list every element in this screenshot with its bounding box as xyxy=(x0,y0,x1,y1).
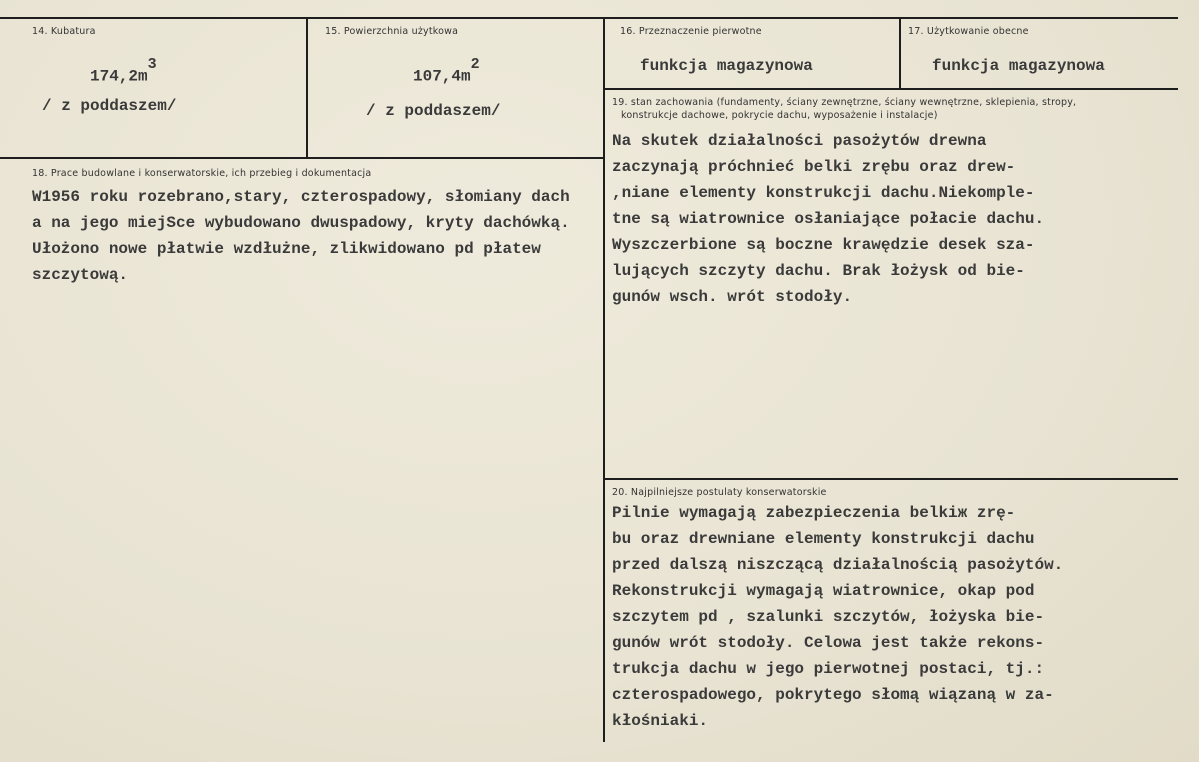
postulaty-line: gunów wrót stodoły. Celowa jest także rekons- xyxy=(612,634,1045,652)
prace-line: W1956 roku rozebrano,stary, czterospadowy, słomiany dach xyxy=(32,188,570,206)
stan-line: Wyszczerbione są boczne krawędzie desek sza- xyxy=(612,236,1035,254)
stan-text xyxy=(612,128,1044,310)
rule-above-20 xyxy=(604,478,1178,480)
stan-line: tne są wiatrownice osłaniające połacie dachu. xyxy=(612,210,1045,228)
prace-line: a na jego miejSce wybudowano dwuspadowy, kryty dachówką. xyxy=(32,214,570,232)
kubatura-unit-superscript: 3 xyxy=(147,56,157,73)
kubatura-value xyxy=(90,56,157,86)
rule-under-16-17 xyxy=(604,88,1178,90)
stan-line: lujących szczyty dachu. Brak łożysk od bie- xyxy=(612,262,1025,280)
kubatura-label: 14. Kubatura xyxy=(32,26,96,37)
stan-label-line2: konstrukcje dachowe, pokrycie dachu, wyposażenie i instalacje) xyxy=(621,110,938,121)
rule-under-top-fields xyxy=(0,157,604,159)
uzytkowanie-label: 17. Użytkowanie obecne xyxy=(908,26,1029,37)
postulaty-text xyxy=(612,500,1063,734)
przeznaczenie-label: 16. Przeznaczenie pierwotne xyxy=(620,26,762,37)
postulaty-line: kłośniaki. xyxy=(612,712,709,730)
uzytkowanie-value: funkcja magazynowa xyxy=(932,57,1105,75)
przeznaczenie-value: funkcja magazynowa xyxy=(640,57,813,75)
stan-label-line1: 19. stan zachowania (fundamenty, ściany zewnętrzne, ściany wewnętrzne, sklepienia, stropy, xyxy=(612,97,1077,108)
postulaty-line: Rekonstrukcji wymagają wiatrownice, okap pod xyxy=(612,582,1035,600)
powierzchnia-value xyxy=(413,56,480,86)
kubatura-note: / z poddaszem/ xyxy=(42,97,177,115)
postulaty-line: przed dalszą niszczącą działalnością pasożytów. xyxy=(612,556,1064,574)
postulaty-label: 20. Najpilniejsze postulaty konserwatorskie xyxy=(612,487,827,498)
powierzchnia-unit-superscript: 2 xyxy=(470,56,480,73)
stan-line: Na skutek działalności pasożytów drewna xyxy=(612,132,987,150)
prace-label: 18. Prace budowlane i konserwatorskie, ich przebieg i dokumentacja xyxy=(32,168,372,179)
postulaty-line: czterospadowego, pokrytego słomą wiązaną w za- xyxy=(612,686,1054,704)
divider-center xyxy=(603,17,605,742)
powierzchnia-number: 107,4m xyxy=(413,67,471,86)
stan-line: gunów wsch. wrót stodoły. xyxy=(612,288,853,306)
divider-14-15 xyxy=(306,17,308,159)
postulaty-line: trukcja dachu w jego pierwotnej postaci, tj.: xyxy=(612,660,1045,678)
postulaty-line: szczytem pd , szalunki szczytów, łożyska bie- xyxy=(612,608,1045,626)
stan-line: zaczynają próchnieć belki zrębu oraz drew- xyxy=(612,158,1016,176)
powierzchnia-label: 15. Powierzchnia użytkowa xyxy=(325,26,459,37)
prace-line: Ułożono nowe płatwie wzdłużne, zlikwidowano pd płatew xyxy=(32,240,541,258)
divider-16-17 xyxy=(899,17,901,90)
kubatura-number: 174,2m xyxy=(90,67,148,86)
postulaty-line: Pilnie wymagają zabezpieczenia belkiж zrę- xyxy=(612,504,1016,522)
powierzchnia-note: / z poddaszem/ xyxy=(366,102,501,120)
postulaty-line: bu oraz drewniane elementy konstrukcji dachu xyxy=(612,530,1035,548)
top-rule xyxy=(0,17,1178,19)
prace-text xyxy=(32,184,570,288)
stan-line: ,niane elementy konstrukcji dachu.Niekomple- xyxy=(612,184,1035,202)
prace-line: szczytową. xyxy=(32,266,129,284)
